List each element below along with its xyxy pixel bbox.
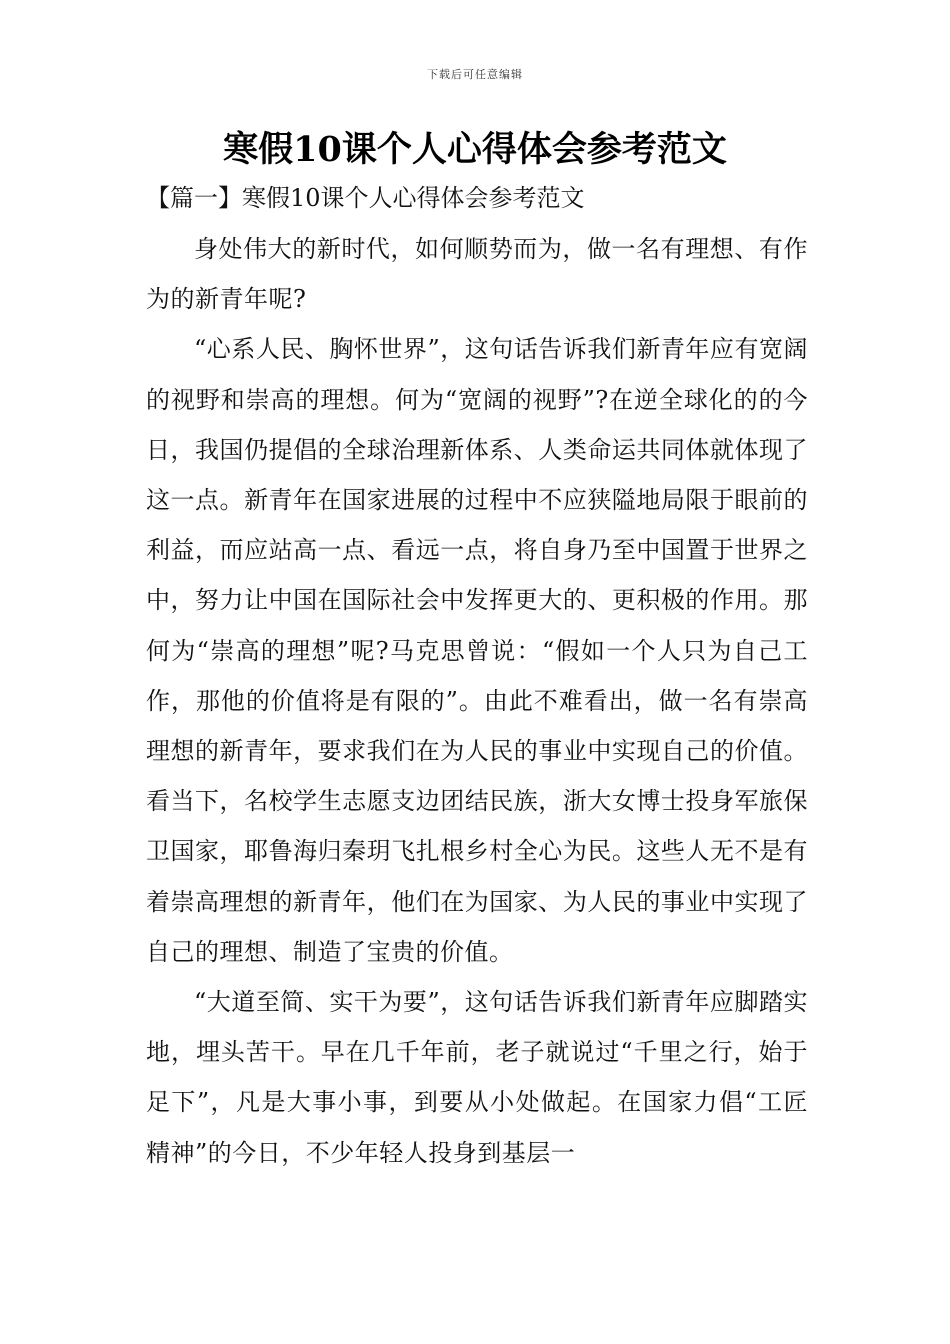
document-title: 寒假10课个人心得体会参考范文: [223, 129, 727, 170]
paragraph: “大道至简、实干为要”，这句话告诉我们新青年应脚踏实地，埋头苦干。早在几千年前，老子就说过“千里之行，始于足下”，凡是大事小事，到要从小处做起。在国家力倡“工匠精神”的今日，不少年轻人投身到基层一: [146, 988, 808, 1167]
paragraph: “心系人民、胸怀世界”，这句话告诉我们新青年应有宽阔的视野和崇高的理想。何为“宽阔的视野”?在逆全球化的的今日，我国仍提倡的全球治理新体系、人类命运共同体就体现了这一点。新青年在国家进展的过程中不应狭隘地局限于眼前的利益，而应站高一点、看远一点，将自身乃至中国置于世界之中，努力让中国在国际社会中发挥更大的、更积极的作用。那何为“崇高的理想”呢?马克思曾说：“假如一个人只为自己工作，那他的价值将是有限的”。由此不难看出，做一名有崇高理想的新青年，要求我们在为人民的事业中实现自己的价值。看当下，名校学生志愿支边团结民族，浙大女博士投身军旅保卫国家，耶鲁海归秦玥飞扎根乡村全心为民。这些人无不是有着崇高理想的新青年，他们在为国家、为人民的事业中实现了自己的理想、制造了宝贵的价值。: [146, 335, 808, 966]
header-note: 下载后可任意编辑: [427, 68, 523, 81]
body-text: [146, 224, 808, 1178]
section-heading: 【篇一】寒假10课个人心得体会参考范文: [146, 184, 585, 212]
paragraph: 身处伟大的新时代，如何顺势而为，做一名有理想、有作为的新青年呢?: [146, 235, 808, 314]
